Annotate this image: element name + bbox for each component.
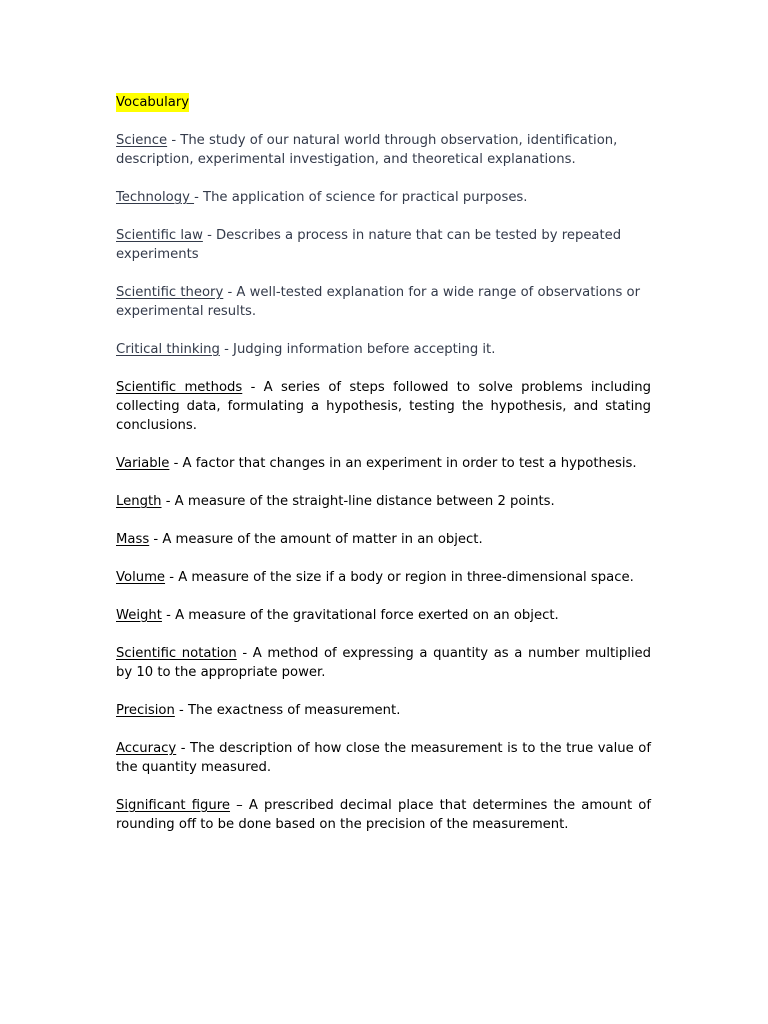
- vocab-entry-scientific-notation: [116, 644, 651, 682]
- vocab-definition: - A well-tested explanation for a wide range of observations or experimental results.: [116, 285, 641, 319]
- vocab-entry-scientific-theory: [116, 283, 651, 321]
- vocab-definition: - A measure of the amount of matter in an object.: [149, 532, 483, 547]
- vocab-definition: - A measure of the gravitational force exerted on an object.: [161, 608, 559, 623]
- vocab-entry-scientific-law: [116, 226, 651, 264]
- vocab-term: Length: [116, 494, 162, 509]
- vocab-term: Accuracy: [116, 741, 177, 756]
- vocab-entry-significant-figure: [116, 796, 651, 834]
- vocab-definition: - The description of how close the measurement is to the true value of the quantity measured.: [116, 741, 651, 775]
- page-title: Vocabulary: [116, 95, 190, 110]
- vocab-term: Precision: [116, 703, 175, 718]
- vocab-term: Volume: [116, 570, 166, 585]
- vocab-entry-weight: [116, 606, 651, 625]
- vocab-entry-volume: [116, 568, 651, 587]
- vocab-term: Mass: [116, 532, 150, 547]
- vocab-entry-accuracy: [116, 739, 651, 777]
- vocab-entry-precision: [116, 701, 651, 720]
- vocab-entry-critical-thinking: [116, 340, 651, 359]
- vocab-entry-variable: [116, 454, 651, 473]
- vocab-definition: – A prescribed decimal place that determines the amount of rounding off to be done based on the precision of the measurement.: [116, 798, 651, 832]
- vocab-term: Science: [116, 133, 168, 148]
- vocab-definition: - A method of expressing a quantity as a number multiplied by 10 to the appropriate power.: [116, 646, 652, 680]
- vocab-entry-length: [116, 492, 651, 511]
- vocab-term: Technology: [116, 190, 195, 205]
- vocab-definition: - A series of steps followed to solve problems including collecting data, formulating a hypothesis, testing the hypothesis, and stating conclusions.: [116, 380, 651, 433]
- vocab-entry-mass: [116, 530, 651, 549]
- vocab-definition: - Judging information before accepting it.: [219, 342, 496, 357]
- vocab-term: Scientific theory: [116, 285, 224, 300]
- vocab-term: Scientific law: [116, 228, 203, 243]
- vocab-term: Critical thinking: [116, 342, 220, 357]
- vocab-definition: - A measure of the straight-line distance between 2 points.: [161, 494, 555, 509]
- vocab-definition: - The study of our natural world through observation, identification, description, experimental investigation, and theoretical explanations.: [116, 133, 618, 167]
- vocab-definition: - A factor that changes in an experiment in order to test a hypothesis.: [169, 456, 637, 471]
- vocab-definition: - The exactness of measurement.: [174, 703, 401, 718]
- vocab-entry-technology: [116, 188, 651, 207]
- vocab-term: Variable: [116, 456, 170, 471]
- vocab-entry-science: [116, 131, 651, 169]
- vocab-entry-scientific-methods: [116, 378, 651, 435]
- document-page: [116, 93, 651, 853]
- vocab-definition: - The application of science for practical purposes.: [194, 190, 528, 205]
- vocab-term: Scientific methods: [116, 380, 243, 395]
- vocab-term: Significant figure: [116, 798, 231, 813]
- vocab-term: Scientific notation: [116, 646, 237, 661]
- vocab-definition: - A measure of the size if a body or region in three-dimensional space.: [165, 570, 634, 585]
- vocab-term: Weight: [116, 608, 162, 623]
- vocab-definition: - Describes a process in nature that can be tested by repeated experiments: [116, 228, 622, 262]
